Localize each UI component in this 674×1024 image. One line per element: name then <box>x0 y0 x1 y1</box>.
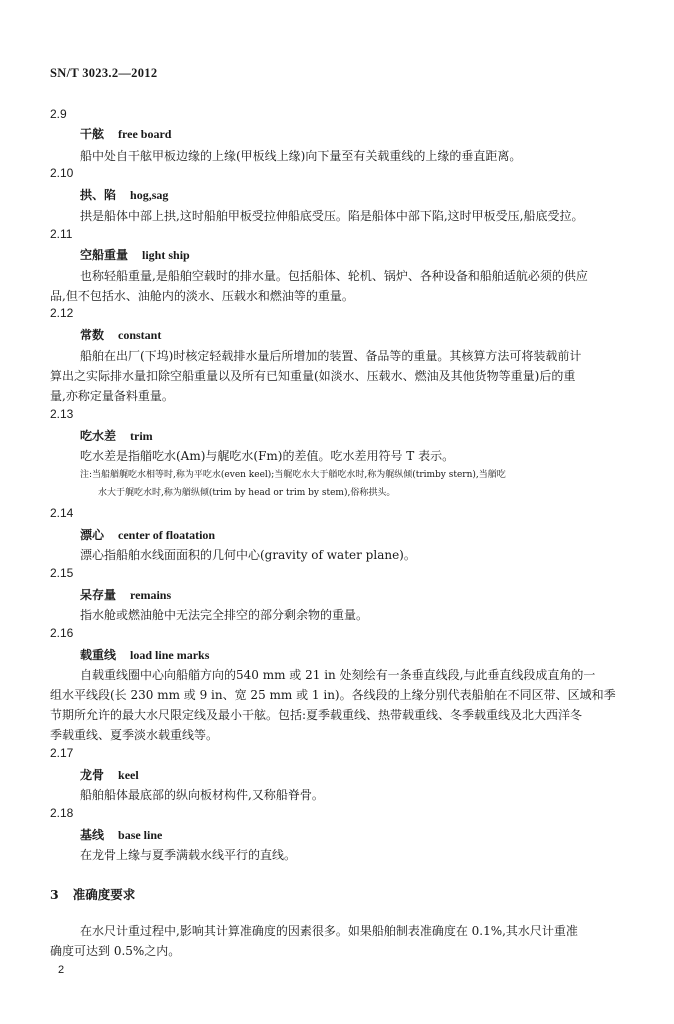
term-heading <box>80 766 139 783</box>
page-number: 2 <box>58 964 65 976</box>
term-english: trim <box>130 429 153 443</box>
definition-line: 量,亦称定量备料重量。 <box>50 389 174 403</box>
note-line: 水大于艉吃水时,称为艏纵倾(trim by head or trim by stem),俗称拱头。 <box>98 488 396 498</box>
definition-line: 在龙骨上缘与夏季满载水线平行的直线。 <box>80 848 297 862</box>
term-chinese: 拱、陷 <box>80 188 117 202</box>
definition-line: 品,但不包括水、油舱内的淡水、压载水和燃油等的重量。 <box>50 289 354 303</box>
clause-number: 2.11 <box>50 227 73 241</box>
term-english: base line <box>118 828 163 842</box>
term-chinese: 干舷 <box>80 127 105 141</box>
term-heading <box>80 246 190 263</box>
term-heading <box>80 826 162 843</box>
definition-line: 季载重线、夏季淡水载重线等。 <box>50 728 219 742</box>
term-heading <box>80 326 161 343</box>
clause-number: 2.10 <box>50 166 74 180</box>
definition-line: 船舶船体最底部的纵向板材构件,又称船脊骨。 <box>80 788 324 802</box>
definition-line: 自载重线圈中心向船艏方向的540 mm 或 21 in 处刻绘有一条垂直线段,与此垂直线段成直角的一 <box>80 668 596 682</box>
term-english: center of floatation <box>118 528 216 542</box>
term-chinese: 基线 <box>80 828 105 842</box>
definition-line: 组水平线段(长 230 mm 或 9 in、宽 25 mm 或 1 in)。各线段的上缘分别代表船舶在不同区带、区域和季 <box>50 688 616 702</box>
definition-line: 节期所允许的最大水尺限定线及最小干舷。包括:夏季载重线、热带载重线、冬季载重线及北大西洋冬 <box>50 708 583 722</box>
term-chinese: 空船重量 <box>80 248 129 262</box>
definition-line: 船中处自干舷甲板边缘的上缘(甲板线上缘)向下量至有关载重线的上缘的垂直距离。 <box>80 149 522 163</box>
section-heading <box>50 885 135 903</box>
term-chinese: 载重线 <box>80 648 117 662</box>
clause-number: 2.9 <box>50 107 67 121</box>
term-heading <box>80 646 209 663</box>
term-chinese: 常数 <box>80 328 105 342</box>
term-chinese: 吃水差 <box>80 429 117 443</box>
term-heading <box>80 526 215 543</box>
definition-line: 也称轻船重量,是船舶空载时的排水量。包括船体、轮机、锅炉、各种设备和船舶适航必须的供应 <box>80 269 588 283</box>
body-line: 在水尺计重过程中,影响其计算准确度的因素很多。如果船舶制表准确度在 0.1%,其水尺计重准 <box>80 924 578 938</box>
clause-number: 2.16 <box>50 626 74 640</box>
standard-number-header: SN/T 3023.2—2012 <box>50 66 158 80</box>
term-chinese: 龙骨 <box>80 768 105 782</box>
section-number: 3 <box>50 887 59 902</box>
term-chinese: 呆存量 <box>80 588 117 602</box>
term-english: light ship <box>142 248 190 262</box>
definition-line: 吃水差是指艏吃水(Am)与艉吃水(Fm)的差值。吃水差用符号 T 表示。 <box>80 449 455 463</box>
clause-number: 2.12 <box>50 306 74 320</box>
note-line: 注:当船艏艉吃水相等时,称为平吃水(even keel);当艉吃水大于艏吃水时,称为艉纵倾(trimby stern),当艏吃 <box>80 470 506 480</box>
term-heading <box>80 586 171 603</box>
clause-number: 2.15 <box>50 566 74 580</box>
term-heading <box>80 186 168 203</box>
section-title: 准确度要求 <box>72 887 136 902</box>
definition-line: 船舶在出厂(下坞)时核定轻载排水量后所增加的装置、备品等的重量。其核算方法可将装载前计 <box>80 349 582 363</box>
clause-number: 2.17 <box>50 746 74 760</box>
term-english: hog,sag <box>130 188 169 202</box>
definition-line: 漂心指船舶水线面面积的几何中心(gravity of water plane)。 <box>80 548 416 562</box>
clause-number: 2.18 <box>50 806 74 820</box>
term-english: keel <box>118 768 139 782</box>
body-line: 确度可达到 0.5%之内。 <box>50 944 181 958</box>
term-chinese: 漂心 <box>80 528 105 542</box>
term-english: load line marks <box>130 648 210 662</box>
term-english: remains <box>130 588 172 602</box>
term-english: constant <box>118 328 162 342</box>
definition-line: 算出之实际排水量扣除空船重量以及所有已知重量(如淡水、压载水、燃油及其他货物等重量)后的重 <box>50 369 576 383</box>
definition-line: 拱是船体中部上拱,这时船舶甲板受拉伸船底受压。陷是船体中部下陷,这时甲板受压,船底受拉。 <box>80 209 584 223</box>
clause-number: 2.14 <box>50 506 74 520</box>
term-english: free board <box>118 127 172 141</box>
definition-line: 指水舱或燃油舱中无法完全排空的部分剩余物的重量。 <box>80 608 369 622</box>
term-heading <box>80 125 171 142</box>
term-heading <box>80 427 153 444</box>
clause-number: 2.13 <box>50 407 74 421</box>
